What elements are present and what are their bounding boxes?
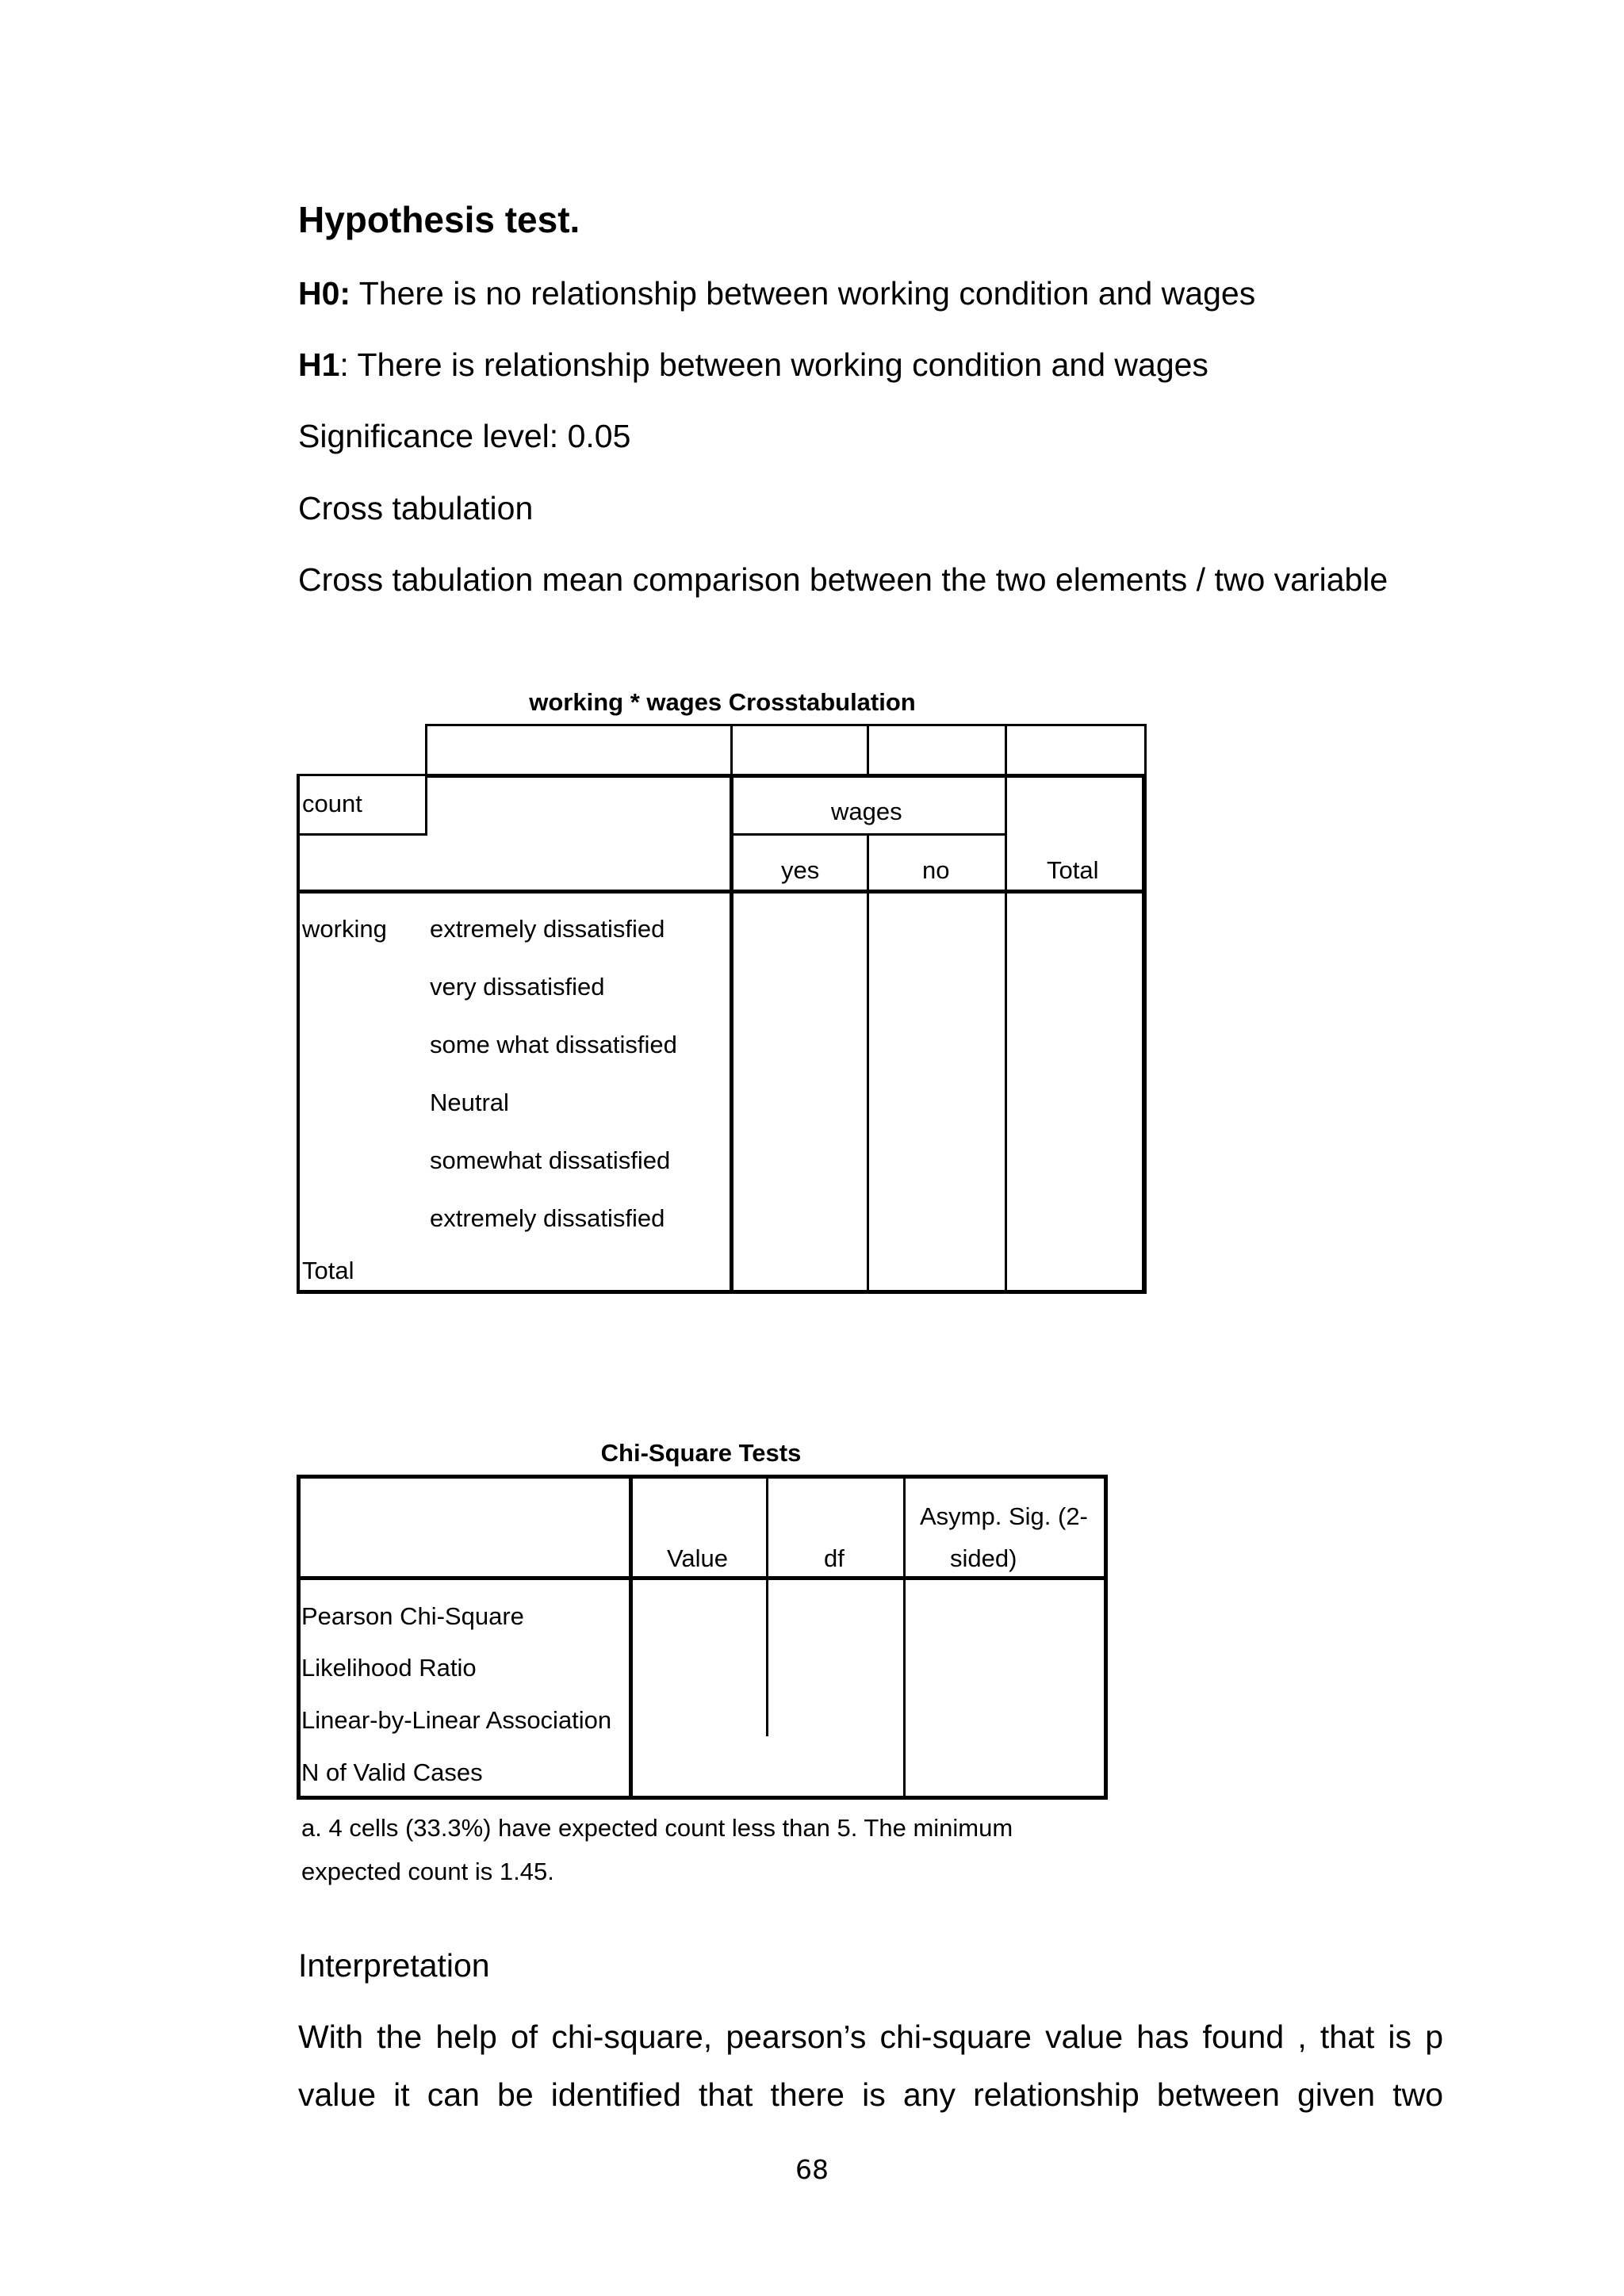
h1-label: H1 — [298, 346, 340, 383]
crosstab-title: working * wages Crosstabulation — [529, 688, 916, 716]
section-heading: Hypothesis test. — [298, 199, 580, 240]
interpretation-line-2: value it can be identified that there is any relationship between given two — [298, 2076, 1443, 2113]
h1-text: : There is relationship between working condition and wages — [339, 346, 1208, 383]
col-total: Total — [1047, 856, 1099, 884]
col-df: df — [824, 1544, 845, 1572]
chi-row-label: Linear-by-Linear Association — [301, 1706, 612, 1734]
row-label: some what dissatisfied — [430, 1031, 677, 1058]
footnote-line-1: a. 4 cells (33.3%) have expected count less than 5. The minimum — [301, 1814, 1013, 1842]
cross-tab-heading: Cross tabulation — [298, 490, 534, 526]
wages-label: wages — [831, 798, 902, 825]
col-sig-line-2: sided) — [950, 1544, 1017, 1572]
col-no: no — [922, 856, 950, 884]
row-label: very dissatisfied — [430, 973, 605, 1001]
chi-row-label: Likelihood Ratio — [301, 1654, 477, 1682]
row-label: somewhat dissatisfied — [430, 1146, 671, 1174]
page-number: 68 — [795, 2154, 829, 2185]
h0-label: H0: — [298, 275, 351, 312]
chi-row-label: N of Valid Cases — [301, 1758, 483, 1786]
significance-level: Significance level: 0.05 — [298, 418, 631, 454]
chi-row-label: Pearson Chi-Square — [301, 1602, 524, 1630]
count-label: count — [302, 790, 362, 817]
col-yes: yes — [781, 856, 820, 884]
row-group-working: working — [302, 915, 387, 943]
interpretation-line-1: With the help of chi-square, pearson’s chi-square value has found , that is p — [298, 2019, 1443, 2055]
alternative-hypothesis — [298, 346, 1208, 384]
cross-tab-description: Cross tabulation mean comparison between the two elements / two variable — [298, 561, 1388, 598]
total-row-label: Total — [302, 1257, 354, 1284]
row-label: extremely dissatisfied — [430, 1204, 665, 1232]
h0-text: There is no relationship between working condition and wages — [350, 275, 1256, 312]
row-label: extremely dissatisfied — [430, 915, 665, 943]
footnote-line-2: expected count is 1.45. — [301, 1858, 554, 1885]
row-label: Neutral — [430, 1089, 509, 1116]
chi-footnote — [301, 1806, 1013, 1893]
chi-square-title: Chi-Square Tests — [600, 1439, 802, 1467]
col-value: Value — [667, 1544, 728, 1572]
null-hypothesis — [298, 274, 1255, 312]
col-sig-line-1: Asymp. Sig. (2- — [920, 1502, 1088, 1530]
interpretation-heading: Interpretation — [298, 1947, 490, 1984]
